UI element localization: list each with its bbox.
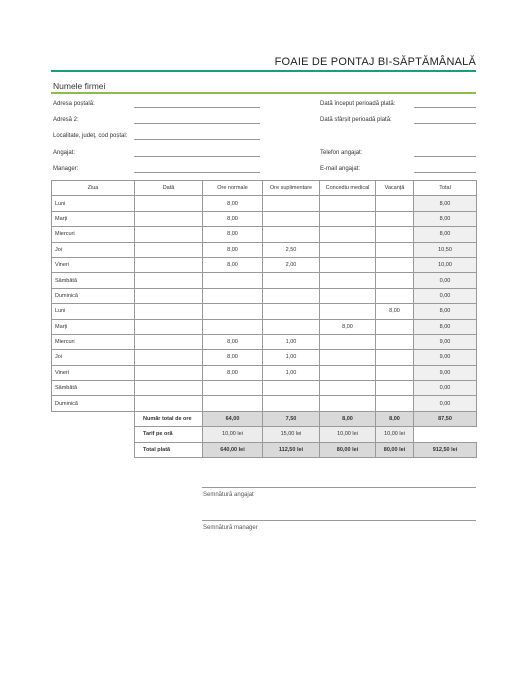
normal-hours-cell[interactable]: 8,00	[203, 350, 263, 365]
total-cell: 8,00	[414, 211, 477, 226]
total-cell: 8,00	[414, 196, 477, 211]
table-row	[52, 396, 477, 411]
period-start-label: Dată început perioadă plată:	[320, 101, 396, 107]
normal-hours-cell[interactable]: 8,00	[203, 211, 263, 226]
total-sick-hours: 8,00	[320, 411, 376, 426]
col-header-overtime: Ore suplimentare	[263, 181, 320, 196]
sick-leave-cell[interactable]	[320, 227, 376, 242]
date-cell[interactable]	[135, 396, 203, 411]
normal-hours-cell[interactable]: 8,00	[203, 227, 263, 242]
vacation-cell[interactable]	[376, 334, 414, 349]
normal-hours-cell[interactable]	[203, 304, 263, 319]
date-cell[interactable]	[135, 211, 203, 226]
normal-hours-cell[interactable]	[203, 273, 263, 288]
day-cell: Luni	[52, 196, 135, 211]
day-cell: Miercuri	[52, 334, 135, 349]
pay-overtime: 112,50 lei	[263, 442, 320, 457]
date-cell[interactable]	[135, 196, 203, 211]
total-cell: 0,00	[414, 396, 477, 411]
overtime-cell[interactable]	[263, 273, 320, 288]
rate-overtime[interactable]: 15,00 lei	[263, 427, 320, 442]
day-cell: Luni	[52, 304, 135, 319]
table-row	[52, 227, 477, 242]
col-header-day: Ziua	[52, 181, 135, 196]
overtime-cell[interactable]	[263, 304, 320, 319]
title-rule	[51, 70, 476, 72]
total-pay-row	[52, 442, 477, 457]
address2-label: Adresă 2:	[53, 117, 79, 123]
vacation-cell[interactable]	[376, 257, 414, 272]
vacation-cell[interactable]	[376, 288, 414, 303]
sick-leave-cell[interactable]	[320, 273, 376, 288]
employee-signature-label: Semnătură angajat	[203, 492, 254, 498]
sick-leave-cell[interactable]	[320, 211, 376, 226]
date-cell[interactable]	[135, 319, 203, 334]
sick-leave-cell[interactable]	[320, 350, 376, 365]
total-cell: 10,00	[414, 257, 477, 272]
sick-leave-cell[interactable]	[320, 257, 376, 272]
company-rule	[51, 92, 476, 94]
sick-leave-cell[interactable]	[320, 242, 376, 257]
col-header-date: Dată	[135, 181, 203, 196]
sick-leave-cell[interactable]	[320, 396, 376, 411]
normal-hours-cell[interactable]: 8,00	[203, 365, 263, 380]
normal-hours-cell[interactable]: 8,00	[203, 334, 263, 349]
employee-signature-field[interactable]	[202, 487, 476, 488]
city-label: Localitate, județ, cod poștal:	[53, 133, 128, 139]
hourly-rate-label: Tarif pe oră	[135, 427, 203, 442]
timesheet-table	[51, 180, 477, 458]
day-cell: Duminică	[52, 396, 135, 411]
total-cell: 9,00	[414, 334, 477, 349]
day-cell: Vineri	[52, 365, 135, 380]
company-name[interactable]: Numele firmei	[53, 81, 106, 91]
overtime-cell[interactable]: 2,00	[263, 257, 320, 272]
sick-leave-cell[interactable]	[320, 288, 376, 303]
total-pay-label: Total plată	[135, 442, 203, 457]
total-cell: 10,50	[414, 242, 477, 257]
pay-total: 912,50 lei	[414, 442, 477, 457]
vacation-cell[interactable]	[376, 319, 414, 334]
total-cell: 8,00	[414, 319, 477, 334]
table-row	[52, 304, 477, 319]
sick-leave-cell[interactable]	[320, 304, 376, 319]
table-row	[52, 365, 477, 380]
total-vacation-hours: 8,00	[376, 411, 414, 426]
table-row	[52, 273, 477, 288]
table-header-row	[52, 181, 477, 196]
pay-normal: 640,00 lei	[203, 442, 263, 457]
email-field[interactable]	[414, 172, 476, 173]
pay-vacation: 80,00 lei	[376, 442, 414, 457]
vacation-cell[interactable]	[376, 273, 414, 288]
sick-leave-cell[interactable]	[320, 381, 376, 396]
date-cell[interactable]	[135, 381, 203, 396]
vacation-cell[interactable]	[376, 196, 414, 211]
col-header-sick-leave: Concediu medical	[320, 181, 376, 196]
normal-hours-cell[interactable]: 8,00	[203, 257, 263, 272]
period-end-label: Dată sfârșit perioadă plată:	[320, 117, 392, 123]
hourly-rate-row	[52, 427, 477, 442]
normal-hours-cell[interactable]: 8,00	[203, 196, 263, 211]
employee-label: Angajat:	[53, 150, 76, 156]
day-cell: Marți	[52, 319, 135, 334]
day-cell: Vineri	[52, 257, 135, 272]
date-cell[interactable]	[135, 304, 203, 319]
manager-signature-field[interactable]	[202, 520, 476, 521]
date-cell[interactable]	[135, 273, 203, 288]
vacation-cell[interactable]	[376, 350, 414, 365]
manager-signature-label: Semnătură manager	[203, 525, 258, 531]
overtime-cell[interactable]	[263, 396, 320, 411]
day-cell: Joi	[52, 350, 135, 365]
normal-hours-cell[interactable]: 8,00	[203, 242, 263, 257]
total-cell: 8,00	[414, 304, 477, 319]
date-cell[interactable]	[135, 242, 203, 257]
normal-hours-cell[interactable]	[203, 319, 263, 334]
sick-leave-cell[interactable]	[320, 365, 376, 380]
day-cell: Joi	[52, 242, 135, 257]
employee-field[interactable]	[134, 156, 260, 157]
sick-leave-cell[interactable]	[320, 196, 376, 211]
day-cell: Duminică	[52, 288, 135, 303]
overtime-cell[interactable]	[263, 196, 320, 211]
total-cell: 0,00	[414, 288, 477, 303]
sick-leave-cell[interactable]: 8,00	[320, 319, 376, 334]
overtime-cell[interactable]: 2,50	[263, 242, 320, 257]
vacation-cell[interactable]	[376, 365, 414, 380]
address2-field[interactable]	[134, 123, 260, 124]
vacation-cell[interactable]	[376, 242, 414, 257]
total-cell: 9,00	[414, 365, 477, 380]
day-cell: Sâmbătă	[52, 273, 135, 288]
total-cell: 0,00	[414, 273, 477, 288]
overtime-cell[interactable]: 1,00	[263, 350, 320, 365]
rate-vacation[interactable]: 10,00 lei	[376, 427, 414, 442]
table-row	[52, 196, 477, 211]
table-row	[52, 211, 477, 226]
day-cell: Sâmbătă	[52, 381, 135, 396]
sick-leave-cell[interactable]	[320, 334, 376, 349]
table-row	[52, 257, 477, 272]
col-header-total: Total	[414, 181, 477, 196]
date-cell[interactable]	[135, 288, 203, 303]
vacation-cell[interactable]	[376, 227, 414, 242]
page-title: FOAIE DE PONTAJ BI-SĂPTĂMÂNALĂ	[274, 56, 476, 68]
pay-sick: 80,00 lei	[320, 442, 376, 457]
total-cell: 8,00	[414, 227, 477, 242]
overtime-cell[interactable]	[263, 211, 320, 226]
col-header-vacation: Vacanță	[376, 181, 414, 196]
date-cell[interactable]	[135, 227, 203, 242]
total-cell: 0,00	[414, 381, 477, 396]
rate-normal[interactable]: 10,00 lei	[203, 427, 263, 442]
normal-hours-cell[interactable]	[203, 396, 263, 411]
table-row	[52, 334, 477, 349]
period-start-field[interactable]	[414, 107, 476, 108]
city-field[interactable]	[134, 139, 260, 140]
table-row	[52, 242, 477, 257]
overtime-cell[interactable]	[263, 227, 320, 242]
day-cell: Marți	[52, 211, 135, 226]
phone-field[interactable]	[414, 156, 476, 157]
total-cell: 9,00	[414, 350, 477, 365]
vacation-cell[interactable]: 8,00	[376, 304, 414, 319]
email-label: E-mail angajat:	[320, 166, 361, 172]
col-header-normal-hours: Ore normale	[203, 181, 263, 196]
total-normal-hours: 64,00	[203, 411, 263, 426]
address-label: Adresa poștală:	[53, 101, 95, 107]
vacation-cell[interactable]	[376, 381, 414, 396]
period-end-field[interactable]	[414, 123, 476, 124]
manager-label: Manager:	[53, 166, 79, 172]
table-row	[52, 381, 477, 396]
overtime-cell[interactable]: 1,00	[263, 365, 320, 380]
table-row	[52, 288, 477, 303]
table-row	[52, 350, 477, 365]
vacation-cell[interactable]	[376, 396, 414, 411]
date-cell[interactable]	[135, 257, 203, 272]
overtime-cell[interactable]	[263, 288, 320, 303]
overtime-cell[interactable]: 1,00	[263, 334, 320, 349]
day-cell: Miercuri	[52, 227, 135, 242]
date-cell[interactable]	[135, 334, 203, 349]
date-cell[interactable]	[135, 365, 203, 380]
overtime-cell[interactable]	[263, 319, 320, 334]
vacation-cell[interactable]	[376, 211, 414, 226]
table-row	[52, 319, 477, 334]
rate-sick[interactable]: 10,00 lei	[320, 427, 376, 442]
total-overtime-hours: 7,50	[263, 411, 320, 426]
total-hours-row	[52, 411, 477, 426]
normal-hours-cell[interactable]	[203, 381, 263, 396]
overtime-cell[interactable]	[263, 381, 320, 396]
manager-field[interactable]	[134, 172, 260, 173]
total-hours-label: Număr total de ore	[135, 411, 203, 426]
phone-label: Telefon angajat:	[320, 150, 363, 156]
address-field[interactable]	[134, 107, 260, 108]
total-all-hours: 87,50	[414, 411, 477, 426]
normal-hours-cell[interactable]	[203, 288, 263, 303]
date-cell[interactable]	[135, 350, 203, 365]
